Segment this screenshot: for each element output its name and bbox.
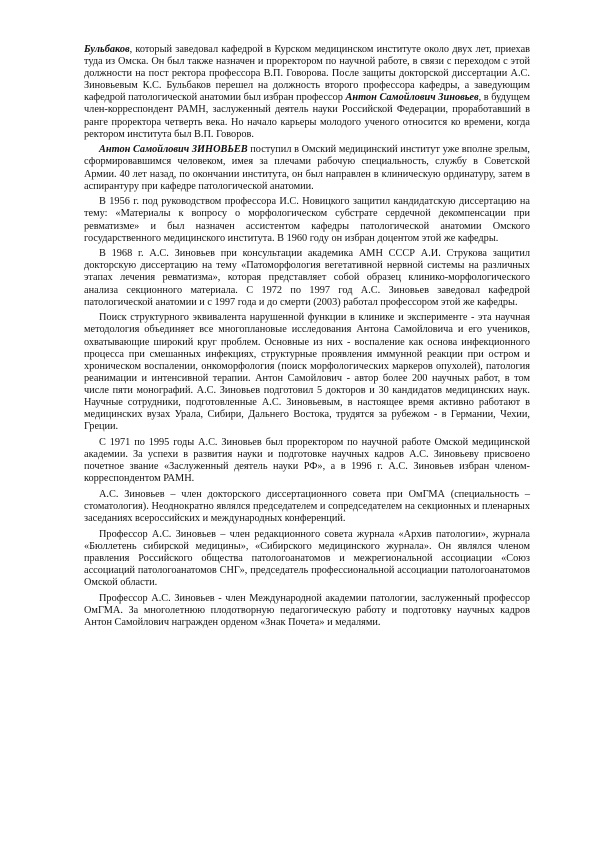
text-segment: А.С. Зиновьев – член докторского диссертационного совета при ОмГМА (специальность – стоматология). Неоднократно являлся председателем и сопредседателем на секционных и пленарных заседаниях всероссийских и международных конференций. [84, 488, 530, 525]
paragraph [84, 593, 530, 629]
paragraph [84, 248, 530, 308]
text-segment: С 1971 по 1995 годы А.С. Зиновьев был проректором по научной работе Омской медицинской академии. За успехи в развития науки и подготовке научных кадров А.С. Зиновьеву присвоено почетное звание «Заслуженный деятель науки РФ», а в 1996 г. А.С. Зиновьев избран членом-корреспондентом РАМН. [84, 436, 530, 485]
paragraph [84, 489, 530, 525]
text-segment: Антон Самойлович Зиновьев [345, 92, 479, 104]
text-segment: Профессор А.С. Зиновьев - член Международной академии патологии, заслуженный профессор ОмГМА. За многолетнюю плодотворную педагогическую работу и подготовку научных кадров Антон Самойлович награжден орденом «Знак Почета» и медалями. [84, 592, 530, 628]
text-segment: , в будущем член-корреспондент РАМН, заслуженный деятель науки Российской Федерации, проработавший в ранге проректора четверть века. Но начало карьеры молодого ученого относится ко времени, когда ректором института был В.П. Говоров. [84, 92, 530, 140]
body-text [84, 44, 530, 629]
paragraph [84, 144, 530, 192]
text-segment: Бульбаков [84, 44, 130, 55]
text-segment: Поиск структурного эквивалента нарушенной функции в клинике и эксперименте - эта научная методология объединяет все многоплановые исследования Антона Самойловича и его учеников, охватывающие широкий круг проблем. Основные из них - воспаление как основа инфекционного процесса при смешанных инфекциях, структурные проявления иммунной реакции при остром и хроническом воспалении, онкоморфология (поиск морфологических маркеров опухолей), патология реанимации и интенсивной терапии. Антон Самойлович - автор более 200 научных работ, в том числе пяти монографий. А.С. Зиновьев подготовил 5 докторов и 30 кандидатов медицинских наук. Научные сотрудники, подготовленные А.С. Зиновьевым, в настоящее время активно работают в медицинских вузах Урала, Сибири, Дальнего Востока, трудятся за рубежом - в Германии, Чехии, Греции. [84, 312, 530, 433]
text-segment: Профессор А.С. Зиновьев – член редакционного совета журнала «Архив патологии», журнала «Бюллетень сибирской медицины», «Сибирского медицинского журнала». Он являлся членом правления Российского общества патологоанатомов и межрегиональной ассоциации «Союз ассоциаций патологоанатомов СНГ», председатель профессиональной ассоциации патологоанатомов Омской области. [84, 528, 530, 589]
text-segment: В 1968 г. А.С. Зиновьев при консультации академика АМН СССР А.И. Струкова защитил докторскую диссертацию на тему «Патоморфология вегетативной нервной системы на различных этапах лечения ревматизма», которая представляет собой образец клинико-морфологического анализа секционного материала. С 1972 по 1997 год А.С. Зиновьев заведовал кафедрой патологической анатомии и с 1997 года и до смерти (2003) работал профессором этой же кафедры. [84, 248, 530, 308]
paragraph [84, 196, 530, 244]
paragraph [84, 312, 530, 433]
paragraph [84, 437, 530, 485]
text-segment: Антон Самойлович ЗИНОВЬЕВ [99, 144, 248, 156]
text-segment: , который заведовал кафедрой в Курском медицинском институте около двух лет, приехав туда из Омска. Он был также назначен и проректором по научной работе, в связи с переходом с этой должности на пост ректора профессора В.П. Говорова. После защиты докторской диссертации А.С. Зиновьевым К.С. Бульбаков перешел на должность второго профессора кафедры, а заведующим кафедрой патологической анатомии был избран профессор [84, 44, 530, 104]
text-segment: поступил в Омский медицинский институт уже вполне зрелым, сформировавшимся человеком, имея за плечами рабочую специальность, службу в Советской Армии. 40 лет назад, по окончании института, он был направлен в клиническую ординатуру, затем в аспирантуру при кафедре патологической анатомии. [84, 144, 530, 192]
text-segment: В 1956 г. под руководством профессора И.С. Новицкого защитил кандидатскую диссертацию на тему: «Материалы к вопросу о морфологическом субстрате сердечной декомпенсации при ревматизме» и был назначен ассистентом кафедры патологической анатомии Омского государственного медицинского института. В 1960 году он избран доцентом этой же кафедры. [84, 196, 530, 244]
paragraph [84, 529, 530, 589]
paragraph [84, 44, 530, 141]
